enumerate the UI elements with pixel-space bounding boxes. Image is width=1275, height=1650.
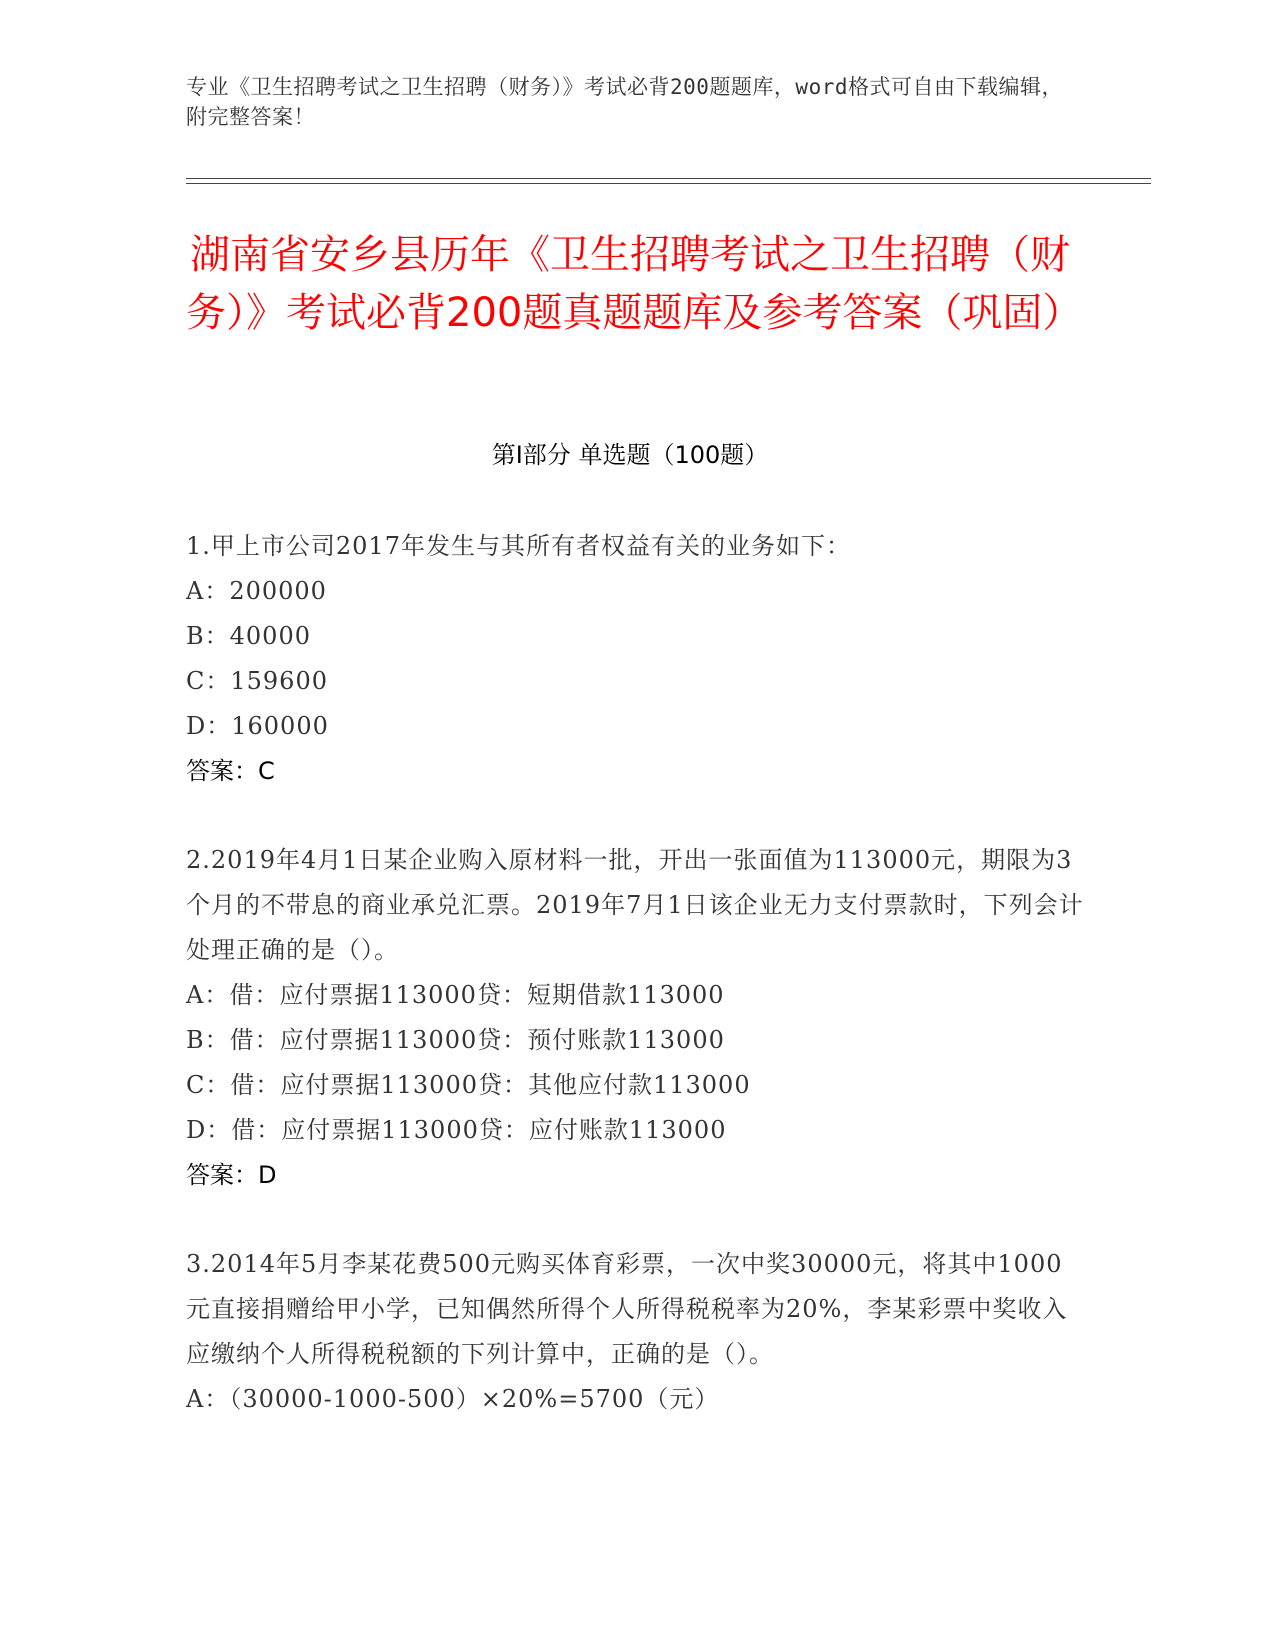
option-a: A：（30000-1000-500）×20%=5700（元） bbox=[186, 1385, 720, 1413]
question-2 bbox=[186, 838, 1086, 1198]
option-c: C：借：应付票据113000贷：其他应付款113000 bbox=[186, 1071, 751, 1099]
header-rule-bottom bbox=[186, 183, 1151, 184]
question-stem: 3.2014年5月李某花费500元购买体育彩票，一次中奖30000元，将其中1000元直接捐赠给甲小学，已知偶然所得个人所得税税率为20%，李某彩票中奖收入应缴纳个人所得税税额的下列计算中，正确的是（）。 bbox=[186, 1250, 1068, 1368]
question-1 bbox=[186, 524, 1086, 794]
header-rule-top bbox=[186, 178, 1151, 179]
option-b: B：借：应付票据113000贷：预付账款113000 bbox=[186, 1026, 725, 1054]
answer: 答案：D bbox=[186, 1161, 277, 1189]
option-b: B：40000 bbox=[186, 622, 311, 650]
question-3 bbox=[186, 1242, 1086, 1422]
question-list bbox=[186, 524, 1086, 1466]
header-note: 专业《卫生招聘考试之卫生招聘（财务）》考试必背200题题库，word格式可自由下载编辑，附完整答案！ bbox=[186, 75, 1063, 129]
question-stem: 1.甲上市公司2017年发生与其所有者权益有关的业务如下： bbox=[186, 532, 851, 560]
option-a: A：200000 bbox=[186, 577, 327, 605]
answer: 答案：C bbox=[186, 757, 275, 785]
option-d: D：借：应付票据113000贷：应付账款113000 bbox=[186, 1116, 727, 1144]
option-c: C：159600 bbox=[186, 667, 328, 695]
section-title: 第I部分 单选题（100题） bbox=[491, 441, 769, 469]
question-stem: 2.2019年4月1日某企业购入原材料一批，开出一张面值为113000元，期限为3个月的不带息的商业承兑汇票。2019年7月1日该企业无力支付票款时，下列会计处理正确的是（）。 bbox=[186, 846, 1084, 964]
option-d: D：160000 bbox=[186, 712, 329, 740]
option-a: A：借：应付票据113000贷：短期借款113000 bbox=[186, 981, 725, 1009]
document-title: 湖南省安乡县历年《卫生招聘考试之卫生招聘（财务）》考试必背200题真题题库及参考答案（巩固） bbox=[186, 232, 1083, 336]
